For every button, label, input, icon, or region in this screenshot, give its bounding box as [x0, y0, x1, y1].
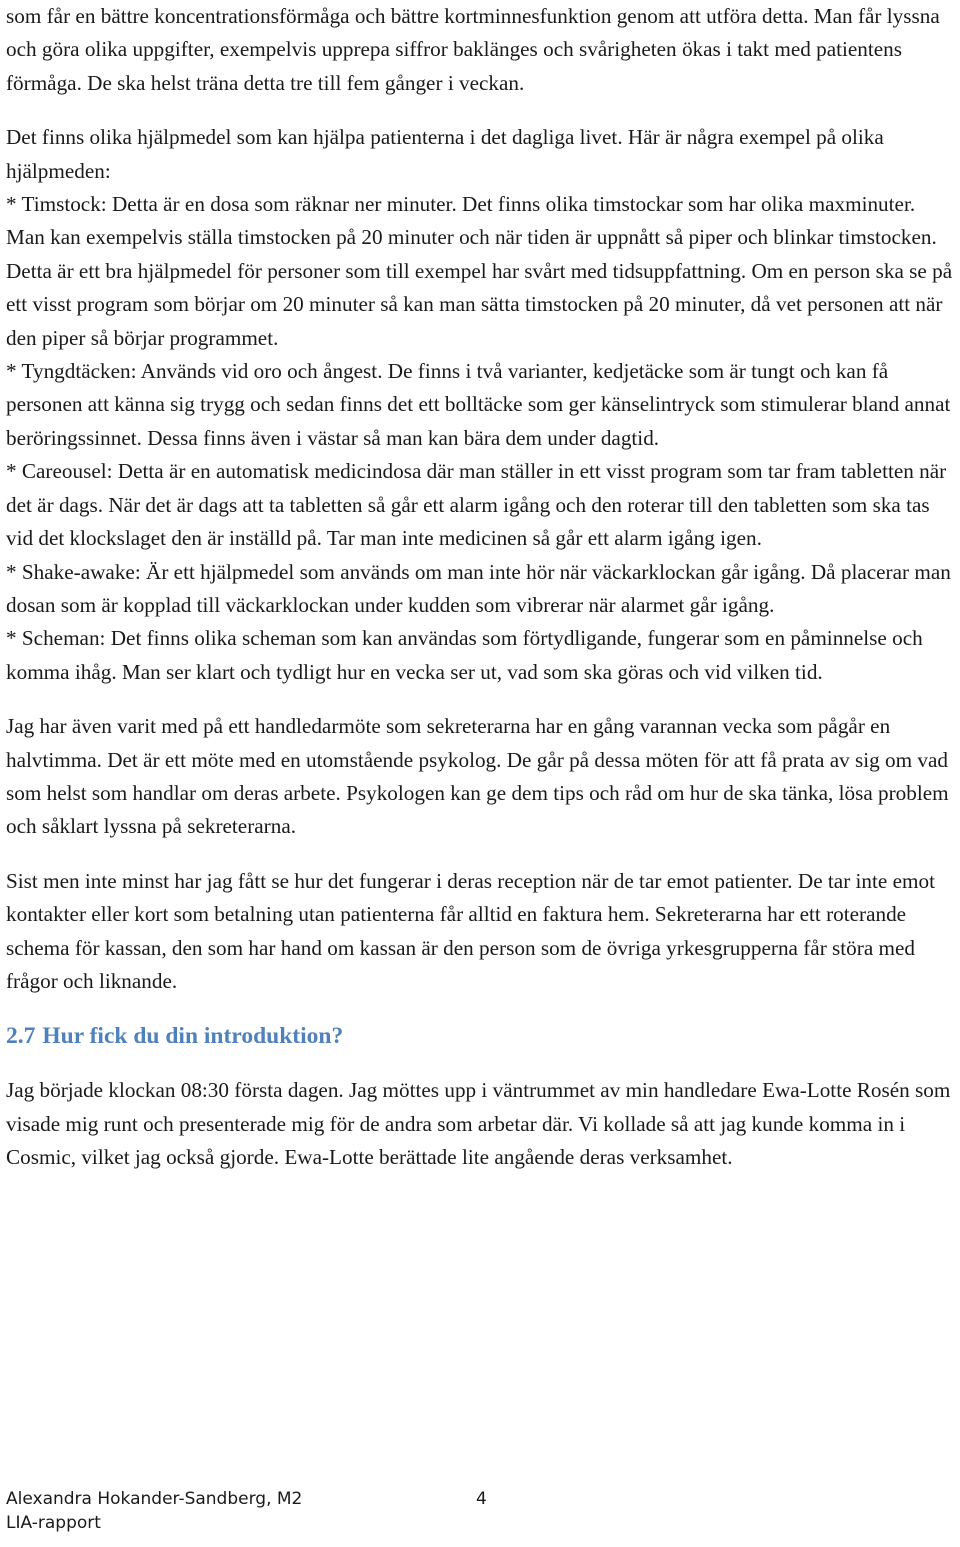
- paragraph-training: som får en bättre koncentrationsförmåga och bättre kortminnesfunktion genom att utföra detta. Man får lyssna och göra olika uppgifter, exempelvis upprepa siffror baklänges och svårigheten ökas i takt med patientens förmåga. De ska helst träna detta tre till fem gånger i veckan.: [6, 4, 940, 95]
- footer-report-label: LIA-rapport: [6, 1513, 101, 1533]
- document-page: [6, 0, 958, 1175]
- page-number: 4: [476, 1489, 487, 1509]
- paragraph-introduktion: Jag började klockan 08:30 första dagen. Jag möttes upp i väntrummet av min handledare Ewa-Lotte Rosén som visade mig runt och presenterade mig för de andra som arbetar där. Vi kollade så att jag kunde komma in i Cosmic, vilket jag också gjorde. Ewa-Lotte berättade lite angående deras verksamhet.: [6, 1078, 951, 1170]
- footer-author: Alexandra Hokander-Sandberg, M2: [6, 1489, 303, 1509]
- list-item-careousel: * Careousel: Detta är en automatisk medicindosa där man ställer in ett visst program som tar fram tabletten när det är dags. När det är dags att ta tabletten så går ett alarm igång och den roterar till den tabletten som ska tas vid det klockslaget den är inställd på. Tar man inte medicinen så går ett alarm igång igen.: [6, 459, 947, 551]
- list-item-tyngdtacken: * Tyngdtäcken: Används vid oro och ångest. De finns i två varianter, kedjetäcke som är tungt och kan få personen att känna sig trygg och sedan finns det ett bolltäcke som ger känselintryck som stimulerar bland annat beröringssinnet. Dessa finns även i västar så man kan bära dem under dagtid.: [6, 359, 951, 450]
- list-item-timstock: * Timstock: Detta är en dosa som räknar ner minuter. Det finns olika timstockar som har olika maxminuter. Man kan exempelvis ställa timstocken på 20 minuter och när tiden är uppnått så piper och blinkar timstocken. Detta är ett bra hjälpmedel för personer som till exempel har svårt med tidsuppfattning. Om en person ska se på ett visst program som börjar om 20 minuter så kan man sätta timstocken på 20 minuter, då vet personen att när den piper så börjar programmet.: [6, 192, 953, 350]
- page-footer: [6, 1487, 566, 1535]
- section-number: 2.7: [6, 1023, 36, 1050]
- paragraph-reception: Sist men inte minst har jag fått se hur det fungerar i deras reception när de tar emot patienter. De tar inte emot kontakter eller kort som betalning utan patienterna får alltid en faktura hem. Sekreterarna har ett roterande schema för kassan, den som har hand om kassan är den person som de övriga yrkesgrupperna får störa med frågor och liknande.: [6, 868, 935, 993]
- list-item-scheman: * Scheman: Det finns olika scheman som kan användas som förtydligande, fungerar som en påminnelse och komma ihåg. Man ser klart och tydligt hur en vecka ser ut, vad som ska göras och vid vilken tid.: [6, 626, 923, 684]
- list-item-shake-awake: * Shake-awake: Är ett hjälpmedel som används om man inte hör när väckarklockan går igång. Då placerar man dosan som är kopplad till väckarklockan under kudden som vibrerar när alarmet går igång.: [6, 559, 951, 617]
- paragraph-aids-intro: Det finns olika hjälpmedel som kan hjälpa patienterna i det dagliga livet. Här är några exempel på olika hjälpmeden:: [6, 125, 884, 183]
- section-title: Hur fick du din introduktion?: [42, 1023, 344, 1050]
- paragraph-handledarmote: Jag har även varit med på ett handledarmöte som sekreterarna har en gång varannan vecka som pågår en halvtimma. Det är ett möte med en utomstående psykolog. De går på dessa möten för att få prata av sig om vad som helst som handlar om deras arbete. Psykologen kan ge dem tips och råd om hur de ska tänka, lösa problem och såklart lyssna på sekreterarna.: [6, 714, 949, 839]
- section-heading: [6, 1019, 958, 1053]
